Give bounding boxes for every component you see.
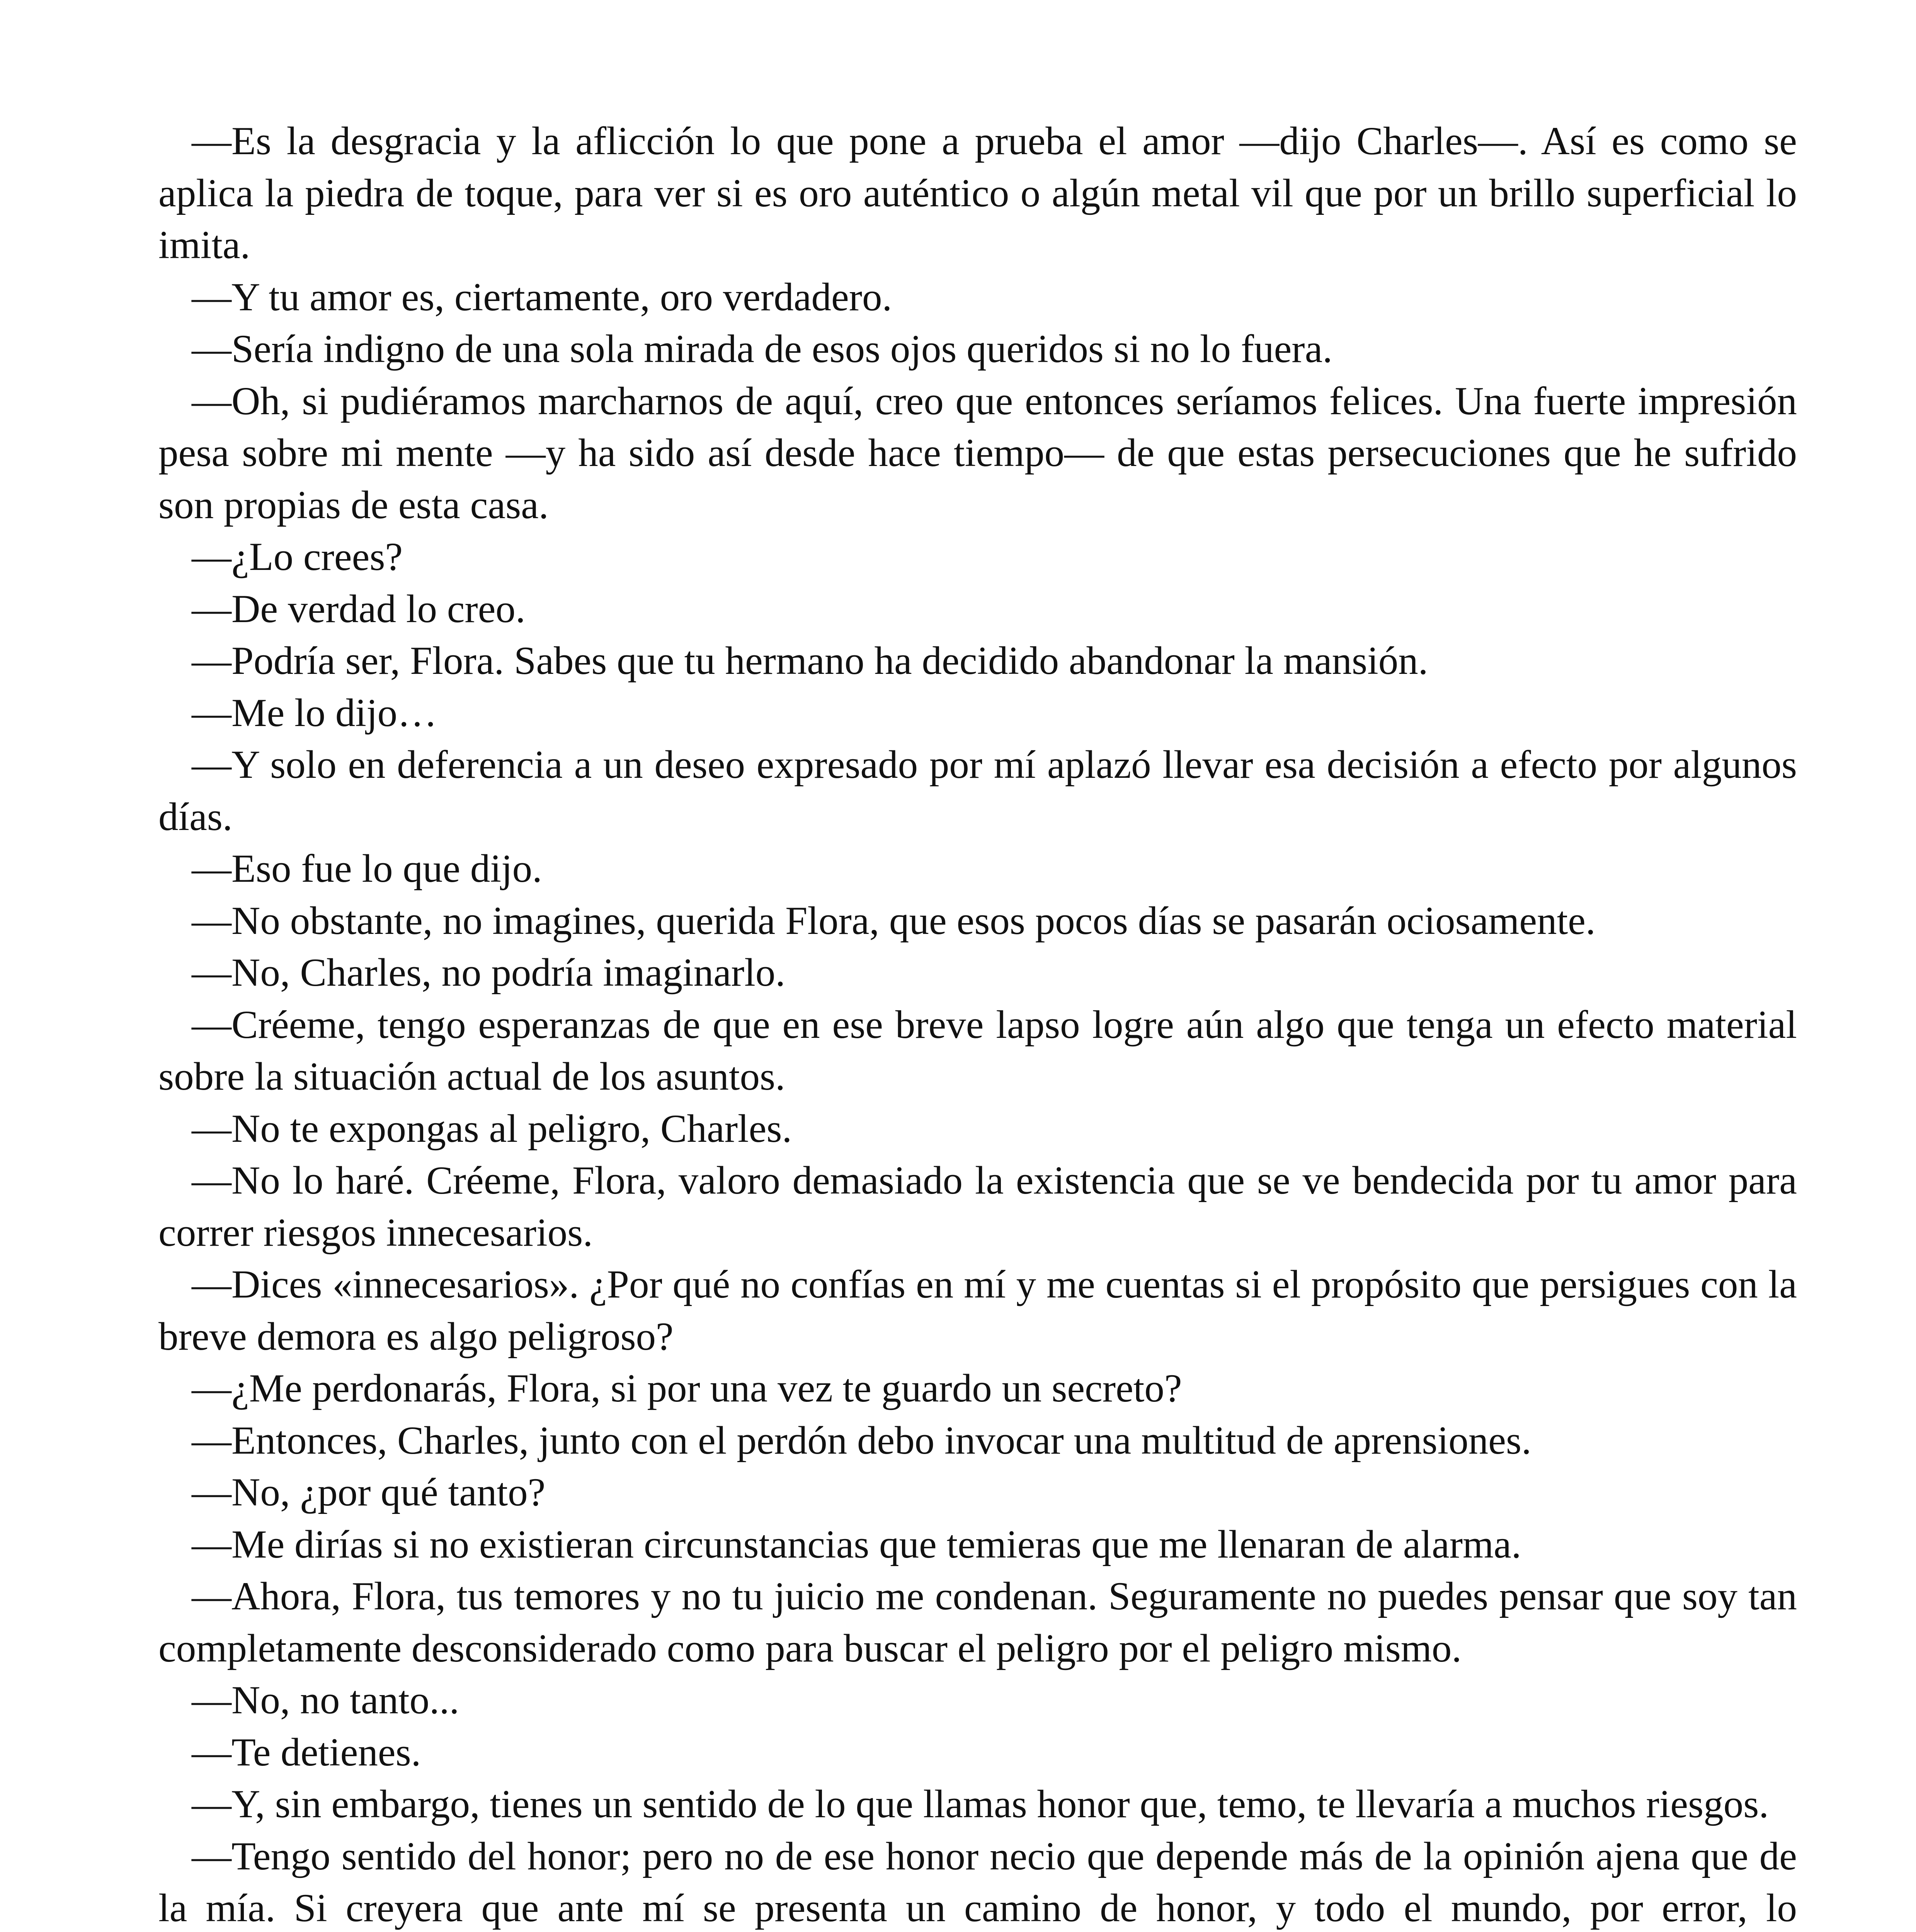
paragraph: —No te expongas al peligro, Charles. (192, 1106, 792, 1151)
paragraph: —¿Me perdonarás, Flora, si por una vez te guardo un secreto? (192, 1366, 1182, 1410)
paragraph: —Entonces, Charles, junto con el perdón debo invocar una multitud de aprensiones. (192, 1418, 1531, 1463)
paragraph: —Y solo en deferencia a un deseo expresado por mí aplazó llevar esa decisión a efecto por algunos días. (158, 743, 1797, 839)
paragraph: —Sería indigno de una sola mirada de esos ojos queridos si no lo fuera. (192, 327, 1333, 371)
paragraph: —Tengo sentido del honor; pero no de ese honor necio que depende más de la opinión ajena que de la mía. Si creyera que ante mí se presenta un camino de honor, y todo el mundo, por error, lo (158, 1834, 1797, 1930)
paragraph: —Créeme, tengo esperanzas de que en ese breve lapso logre aún algo que tenga un efecto material sobre la situación actual de los asuntos. (158, 1002, 1797, 1099)
paragraph: —Y tu amor es, ciertamente, oro verdadero. (192, 275, 892, 319)
paragraph: —No lo haré. Créeme, Flora, valoro demasiado la existencia que se ve bendecida por tu amor para correr riesgos innecesarios. (158, 1158, 1797, 1255)
paragraph: —No, ¿por qué tanto? (192, 1470, 546, 1514)
paragraph: —No obstante, no imagines, querida Flora, que esos pocos días se pasarán ociosamente. (192, 898, 1596, 943)
paragraph: —No, no tanto... (192, 1678, 459, 1722)
paragraph: —Te detienes. (192, 1730, 421, 1774)
paragraph: —¿Lo crees? (192, 535, 403, 579)
paragraph: —No, Charles, no podría imaginarlo. (192, 951, 786, 995)
paragraph: —Dices «innecesarios». ¿Por qué no confías en mí y me cuentas si el propósito que persigues con la breve demora es algo peligroso? (158, 1262, 1797, 1359)
paragraph: —Podría ser, Flora. Sabes que tu hermano ha decidido abandonar la mansión. (192, 639, 1428, 683)
body-text (158, 115, 1797, 1932)
paragraph: —Ahora, Flora, tus temores y no tu juicio me condenan. Seguramente no puedes pensar que soy tan completamente desconsiderado como para buscar el peligro por el peligro mismo. (158, 1574, 1797, 1670)
paragraph: —Me dirías si no existieran circunstancias que temieras que me llenaran de alarma. (192, 1522, 1521, 1566)
paragraph: —Eso fue lo que dijo. (192, 847, 542, 891)
paragraph: —Me lo dijo… (192, 690, 437, 735)
paragraph: —De verdad lo creo. (192, 587, 526, 631)
paragraph: —Es la desgracia y la aflicción lo que pone a prueba el amor —dijo Charles—. Así es como se aplica la piedra de toque, para ver si es oro auténtico o algún metal vil que por un brillo superficial lo imita. (158, 119, 1797, 267)
paragraph: —Y, sin embargo, tienes un sentido de lo que llamas honor que, temo, te llevaría a muchos riesgos. (192, 1782, 1769, 1826)
paragraph: —Oh, si pudiéramos marcharnos de aquí, creo que entonces seríamos felices. Una fuerte impresión pesa sobre mi mente —y ha sido así desde hace tiempo— de que estas persecuciones que he sufrido son propias de esta casa. (158, 379, 1797, 527)
